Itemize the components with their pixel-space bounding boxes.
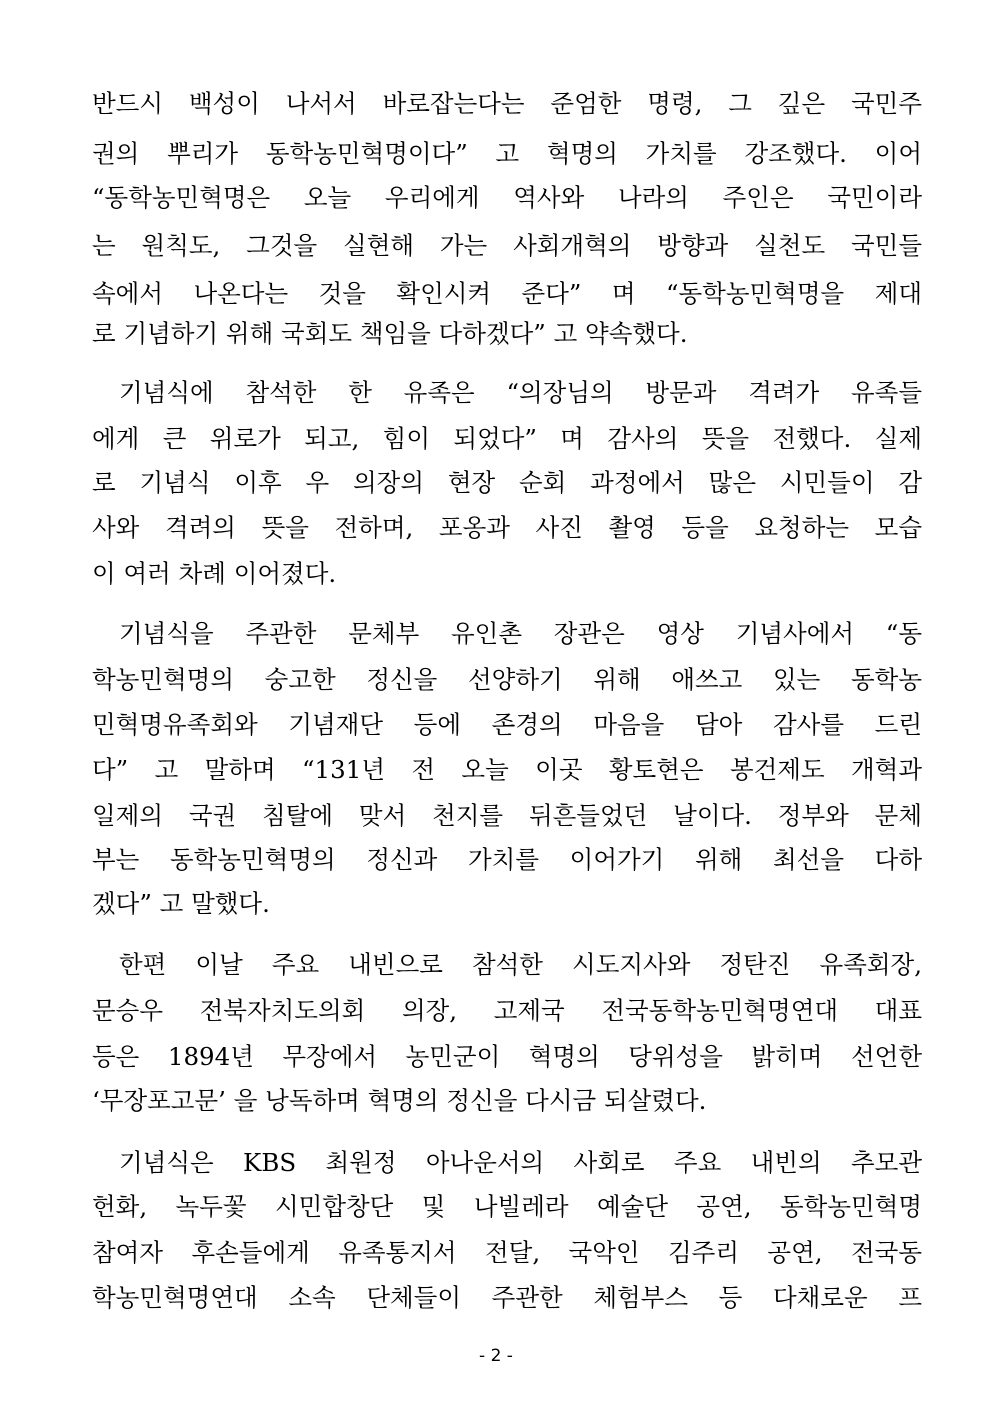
paragraph-3-line-6: 부는 동학농민혁명의 정신과 가치를 이어가기 위해 최선을 다하 bbox=[92, 845, 922, 874]
paragraph-1-line-6: 로 기념하기 위해 국회도 책임을 다하겠다” 고 약속했다. bbox=[92, 319, 688, 348]
paragraph-3-line-7: 겠다” 고 말했다. bbox=[92, 889, 270, 918]
paragraph-3-line-5: 일제의 국권 침탈에 맞서 천지를 뒤흔들었던 날이다. 정부와 문체 bbox=[92, 801, 922, 830]
paragraph-1-line-2: 권의 뿌리가 동학농민혁명이다” 고 혁명의 가치를 강조했다. 이어 bbox=[92, 139, 922, 168]
paragraph-2-line-2: 에게 큰 위로가 되고, 힘이 되었다” 며 감사의 뜻을 전했다. 실제 bbox=[92, 424, 922, 453]
paragraph-2-line-5: 이 여러 차례 이어졌다. bbox=[92, 559, 337, 588]
paragraph-5-line-3: 참여자 후손들에게 유족통지서 전달, 국악인 김주리 공연, 전국동 bbox=[92, 1238, 922, 1267]
paragraph-2-line-1: 기념식에 참석한 한 유족은 “의장님의 방문과 격려가 유족들 bbox=[119, 378, 922, 407]
paragraph-3-line-2: 학농민혁명의 숭고한 정신을 선양하기 위해 애쓰고 있는 동학농 bbox=[92, 665, 922, 694]
paragraph-5-line-1: 기념식은 KBS 최원정 아나운서의 사회로 주요 내빈의 추모관 bbox=[119, 1148, 922, 1177]
page-number: - 2 - bbox=[479, 1346, 513, 1366]
paragraph-4-line-1: 한편 이날 주요 내빈으로 참석한 시도지사와 정탄진 유족회장, bbox=[119, 950, 922, 979]
paragraph-5-line-2: 헌화, 녹두꽃 시민합창단 및 나빌레라 예술단 공연, 동학농민혁명 bbox=[92, 1192, 922, 1221]
paragraph-3-line-1: 기념식을 주관한 문체부 유인촌 장관은 영상 기념사에서 “동 bbox=[119, 619, 922, 648]
paragraph-3-line-3: 민혁명유족회와 기념재단 등에 존경의 마음을 담아 감사를 드린 bbox=[92, 710, 922, 739]
paragraph-2-line-3: 로 기념식 이후 우 의장의 현장 순회 과정에서 많은 시민들이 감 bbox=[92, 468, 922, 497]
paragraph-1-line-3: “동학농민혁명은 오늘 우리에게 역사와 나라의 주인은 국민이라 bbox=[92, 183, 922, 212]
paragraph-4-line-2: 문승우 전북자치도의회 의장, 고제국 전국동학농민혁명연대 대표 bbox=[92, 996, 922, 1025]
paragraph-1-line-4: 는 원칙도, 그것을 실현해 가는 사회개혁의 방향과 실천도 국민들 bbox=[92, 231, 922, 260]
paragraph-3-line-4: 다” 고 말하며 “131년 전 오늘 이곳 황토현은 봉건제도 개혁과 bbox=[92, 755, 922, 784]
paragraph-5-line-4: 학농민혁명연대 소속 단체들이 주관한 체험부스 등 다채로운 프 bbox=[92, 1283, 922, 1312]
paragraph-1-line-5: 속에서 나온다는 것을 확인시켜 준다” 며 “동학농민혁명을 제대 bbox=[92, 279, 922, 308]
paragraph-2-line-4: 사와 격려의 뜻을 전하며, 포옹과 사진 촬영 등을 요청하는 모습 bbox=[92, 513, 922, 542]
paragraph-4-line-4: ‘무장포고문’ 을 낭독하며 혁명의 정신을 다시금 되살렸다. bbox=[92, 1086, 707, 1115]
paragraph-4-line-3: 등은 1894년 무장에서 농민군이 혁명의 당위성을 밝히며 선언한 bbox=[92, 1042, 922, 1071]
paragraph-1-line-1: 반드시 백성이 나서서 바로잡는다는 준엄한 명령, 그 깊은 국민주 bbox=[92, 89, 922, 118]
